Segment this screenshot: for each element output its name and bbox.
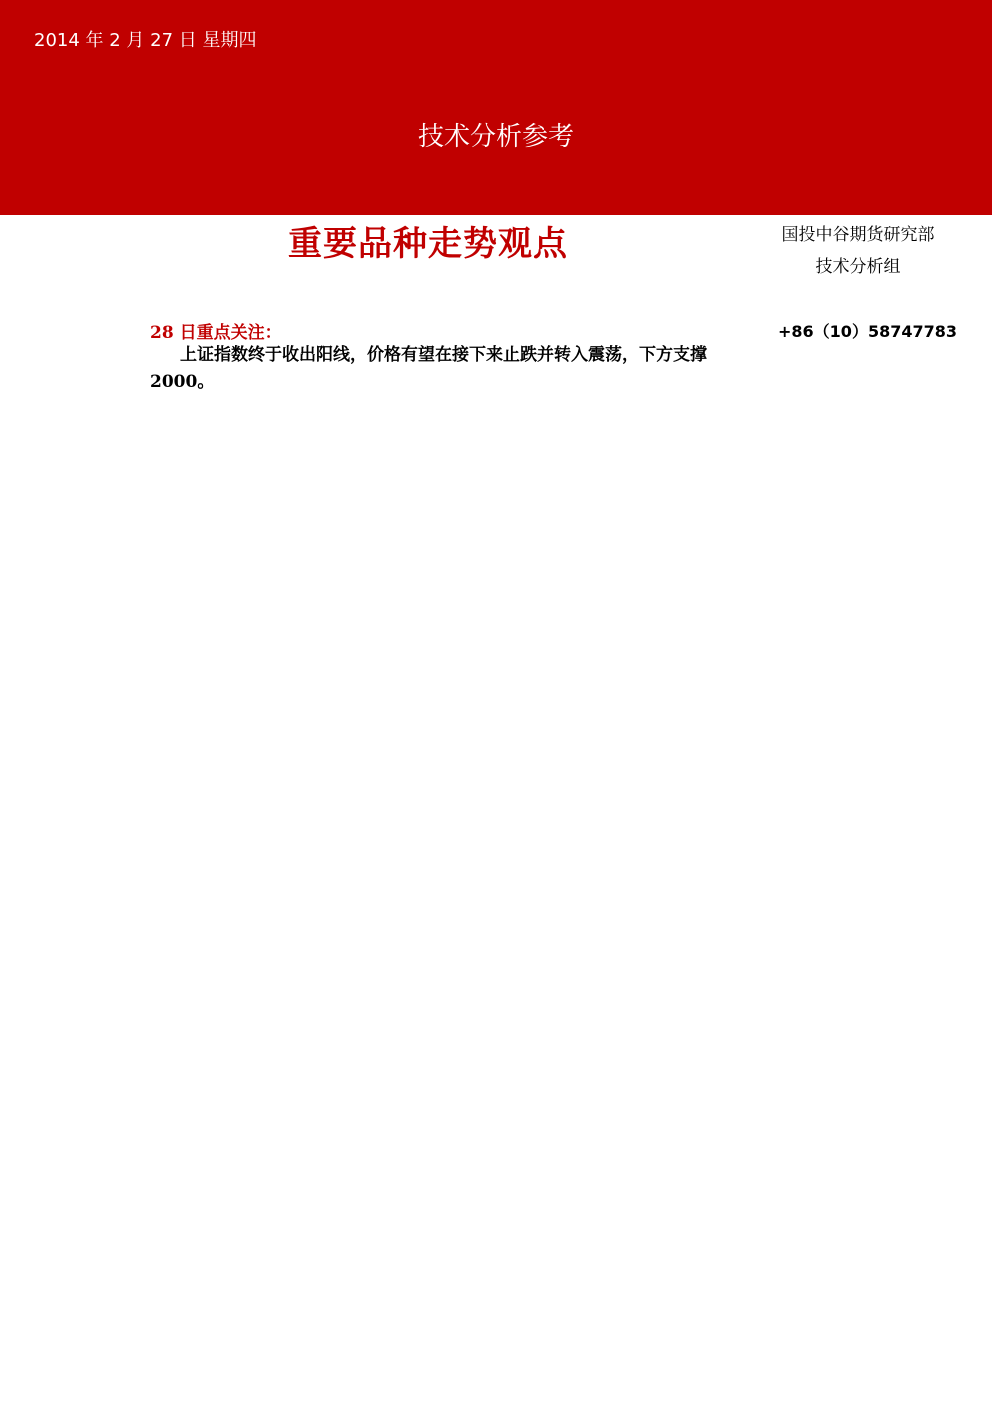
- focus-body: 上证指数终于收出阳线，价格有望在接下来止跌并转入震荡，下方支撑 2000。: [150, 345, 707, 392]
- group-name: 技术分析组: [815, 257, 901, 277]
- report-title: 技术分析参考: [417, 122, 574, 152]
- author-info: [760, 222, 956, 286]
- contact-phone: +86（10）58747783: [778, 322, 958, 341]
- department-name: 国投中谷期货研究部: [781, 225, 935, 245]
- focus-heading: 28 日重点关注：: [150, 323, 282, 343]
- section-title: 重要品种走势观点: [288, 224, 568, 264]
- report-date: 2014 年 2 月 27 日 星期四: [34, 30, 257, 51]
- header-banner: [0, 0, 992, 215]
